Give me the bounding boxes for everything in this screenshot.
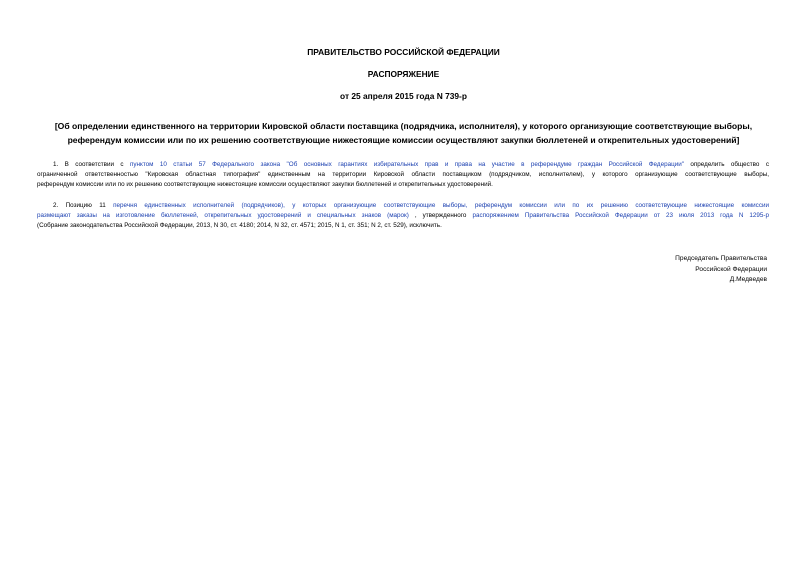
signature-position-2: Российской Федерации [695,265,767,273]
document-type-heading: РАСПОРЯЖЕНИЕ [367,69,440,79]
signature-name: Д.Медведев [729,276,767,283]
p1-text-end: определить общество с [690,161,769,168]
paragraph-2 [37,201,769,231]
title-line-2: референдум комиссии или по их решению соответствующие нижестоящие комиссии осуществляют закупки бюллетеней и открепительных удостоверений] [67,135,740,145]
p2-text-start: 2. Позицию 11 [53,202,106,209]
paragraph-1 [37,160,769,190]
p2-text-approved: , утвержденного [414,212,467,219]
paragraph-2-line-1 [37,201,769,211]
date-number-heading: от 25 апреля 2015 года N 739-р [340,91,467,101]
signature-block [567,254,767,286]
paragraph-2-line-3: (Собрание законодательства Российской Федерации, 2013, N 30, ст. 4180; 2014, N 32, ст. 4571; 2015, N 1, ст. 351; N 2, ст. 529), исключить. [37,222,442,229]
title-line-1: [Об определении единственного на территории Кировской области поставщика (подрядчика, исполнителя), у которого организующие соответствующие выборы, [54,121,753,131]
p1-text-start: 1. В соответствии с [53,161,124,168]
paragraph-1-line-1 [37,160,769,170]
government-order-link[interactable]: распоряжением Правительства Российской Федерации от 23 июля 2013 года N 1295-р [472,212,769,219]
paragraph-2-line-2 [37,211,769,221]
federal-law-link[interactable]: пунктом 10 статьи 57 Федерального закона "Об основных гарантиях избирательных прав и права на участие в референдуме граждан Российской Федерации" [129,161,684,168]
paragraph-1-line-2: ограниченной ответственностью "Кировская областная типография" единственным на территории Кировской области поставщиком (подрядчиком, исполнителем), у которого организующие соответствующие выборы, [37,171,769,178]
government-heading: ПРАВИТЕЛЬСТВО РОССИЙСКОЙ ФЕДЕРАЦИИ [307,47,500,57]
executors-list-link-continued[interactable]: размещают заказы на изготовление бюллетеней, открепительных удостоверений и специальных знаков (марок) [37,212,409,219]
executors-list-link[interactable]: перечня единственных исполнителей (подрядчиков), у которых организующие соответствующие выборы, референдум комиссии или по их решению соответствующие нижестоящие комиссии [113,202,770,209]
document-title [30,119,777,147]
paragraph-1-line-3: референдум комиссии или по их решению соответствующие нижестоящие комиссии осуществляют закупки бюллетеней и открепительных удостоверений. [37,181,493,188]
signature-position-1: Председатель Правительства [675,255,767,262]
